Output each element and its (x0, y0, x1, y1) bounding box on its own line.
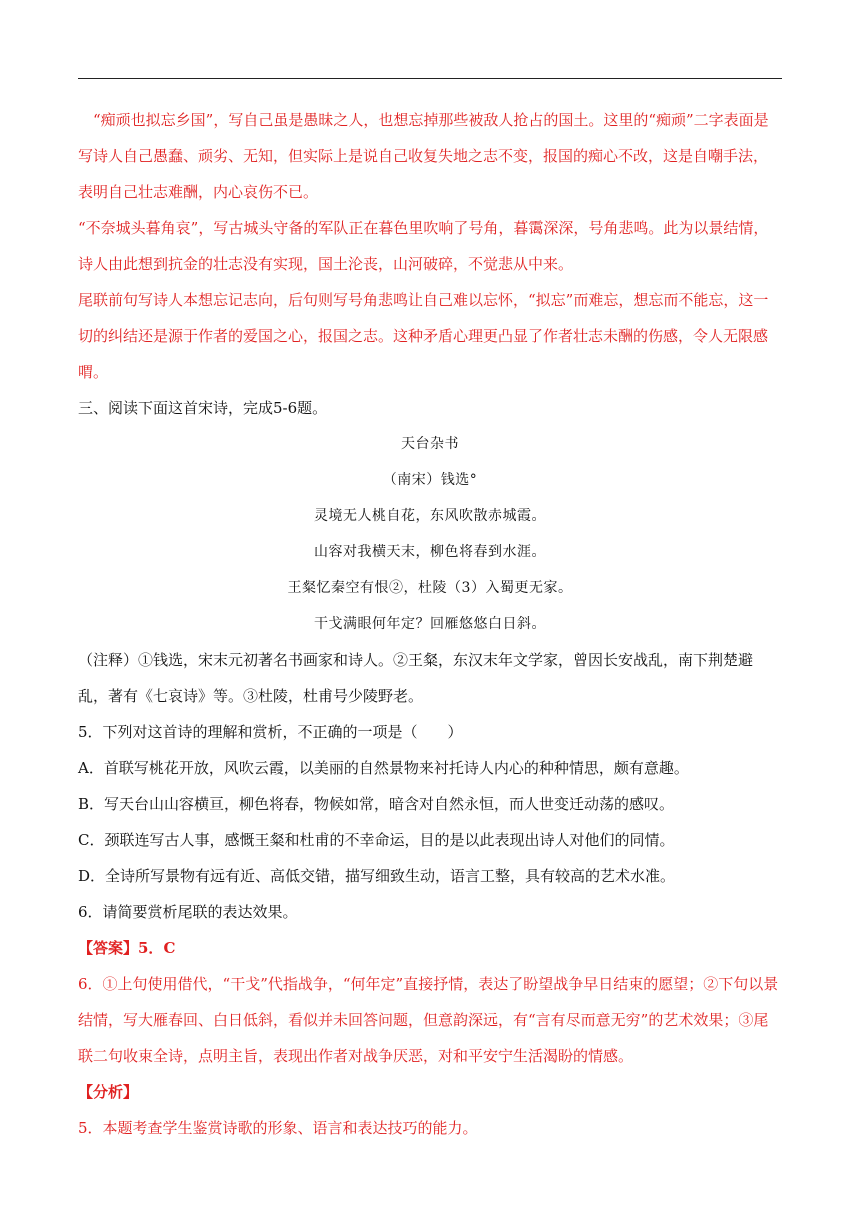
header-rule (78, 78, 782, 79)
poem-title: 天台杂书 (401, 436, 459, 452)
poem-notes: （注释）①钱选，宋末元初著名书画家和诗人。②王粲，东汉末年文学家，曾因长安战乱，南下荆楚避乱，著有《七哀诗》等。③杜陵，杜甫号少陵野老。 (78, 651, 754, 705)
poem-author: （南宋）钱选° (382, 472, 478, 488)
answer-text: 6．①上句使用借代，“干戈”代指战争，“何年定”直接抒情，表达了盼望战争早日结束的愿望；②下句以景结情，写大雁春回、白日低斜，看似并未回答问题，但意韵深远，有“言有尽而意无穷”的艺术效果；③尾联二句收束全诗，点明主旨，表现出作者对战争厌恶，对和平安宁生活渴盼的情感。 (78, 975, 779, 1065)
section-heading: 三、阅读下面这首宋诗，完成5-6题。 (78, 399, 328, 417)
poem-line: 山容对我横天末，柳色将春到水涯。 (314, 544, 546, 560)
analysis-text: 5．本题考查学生鉴赏诗歌的形象、语言和表达技巧的能力。 (78, 1119, 478, 1137)
answer-label: 【答案】5．C (78, 939, 176, 957)
question-6: 6．请简要赏析尾联的表达效果。 (78, 903, 298, 921)
question-5-option-c: C．颈联连写古人事，感慨王粲和杜甫的不幸命运，目的是以此表现出诗人对他们的同情。 (78, 831, 675, 849)
poem-line: 灵境无人桃自花，东风吹散赤城霞。 (314, 508, 546, 524)
analysis-paragraph-3: 尾联前句写诗人本想忘记志向，后句则写号角悲鸣让自己难以忘怀，“拟忘”而难忘，想忘而不能忘，这一切的纠结还是源于作者的爱国之心，报国之志。这种矛盾心理更凸显了作者壮志未酬的伤感，令人无限感喟。 (78, 291, 769, 381)
analysis-paragraph-1: “痴顽也拟忘乡国”，写自己虽是愚昧之人，也想忘掉那些被敌人抢占的国土。这里的“痴顽”二字表面是写诗人自己愚蠢、顽劣、无知，但实际上是说自己收复失地之志不变，报国的痴心不改，这是自嘲手法，表明自己壮志难酬，内心哀伤不已。 (78, 111, 769, 201)
question-5-option-d: D．全诗所写景物有远有近、高低交错，描写细致生动，语言工整，具有较高的艺术水准。 (78, 867, 676, 885)
document-body (78, 102, 782, 1146)
question-5-stem: 5．下列对这首诗的理解和赏析，不正确的一项是（ ） (78, 723, 463, 741)
question-5-option-a: A．首联写桃花开放，风吹云霞，以美丽的自然景物来衬托诗人内心的种种情思，颇有意趣。 (78, 759, 689, 777)
question-5-option-b: B．写天台山山容横亘，柳色将春，物候如常，暗含对自然永恒，而人世变迁动荡的感叹。 (78, 795, 675, 813)
poem-line: 干戈满眼何年定？回雁悠悠白日斜。 (314, 616, 546, 632)
poem-line: 王粲忆秦空有恨②，杜陵（3）入蜀更无家。 (287, 580, 573, 596)
analysis-paragraph-2: “不奈城头暮角哀”，写古城头守备的军队正在暮色里吹响了号角，暮霭深深，号角悲鸣。此为以景结情，诗人由此想到抗金的壮志没有实现，国土沦丧，山河破碎，不觉悲从中来。 (78, 219, 769, 273)
analysis-label: 【分析】 (78, 1083, 139, 1101)
